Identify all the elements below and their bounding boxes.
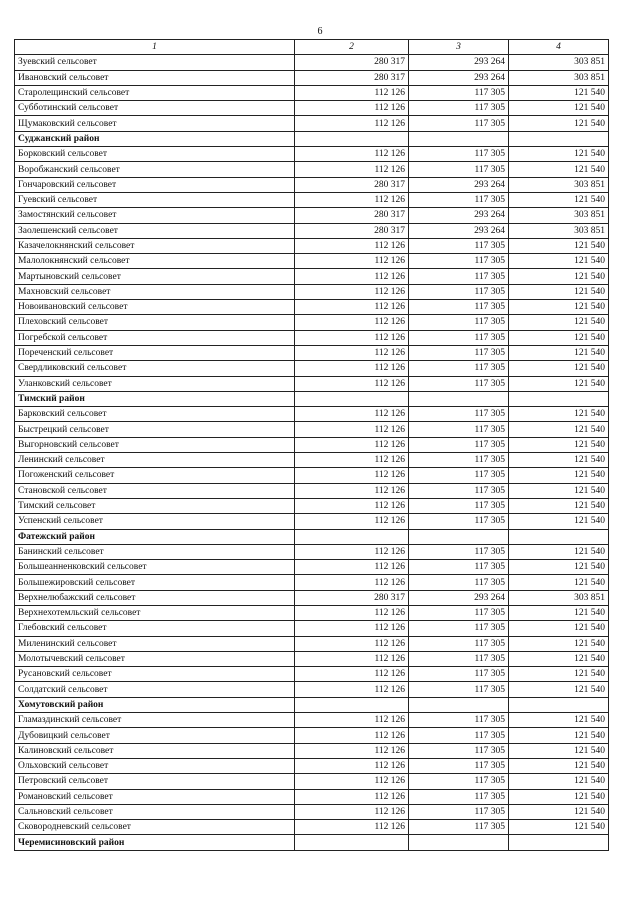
value-cell-3: 117 305 (409, 254, 509, 269)
table-row (15, 575, 609, 590)
name-cell: Воробжанский сельсовет (15, 162, 295, 177)
name-cell: Большежировский сельсовет (15, 575, 295, 590)
value-cell-3: 117 305 (409, 147, 509, 162)
value-cell-4 (509, 529, 609, 544)
value-cell-3 (409, 391, 509, 406)
name-cell: Дубовицкий сельсовет (15, 728, 295, 743)
value-cell-3: 117 305 (409, 820, 509, 835)
table-row (15, 437, 609, 452)
value-cell-4: 121 540 (509, 774, 609, 789)
value-cell-4: 121 540 (509, 514, 609, 529)
value-cell-3: 117 305 (409, 345, 509, 360)
value-cell-3: 117 305 (409, 636, 509, 651)
value-cell-2: 112 126 (295, 575, 409, 590)
value-cell-2: 112 126 (295, 192, 409, 207)
table-row (15, 147, 609, 162)
table-row (15, 116, 609, 131)
value-cell-4: 121 540 (509, 238, 609, 253)
value-cell-3: 117 305 (409, 468, 509, 483)
table-row (15, 774, 609, 789)
value-cell-3: 117 305 (409, 453, 509, 468)
name-cell: Уланковский сельсовет (15, 376, 295, 391)
table-row (15, 208, 609, 223)
page-number: 6 (317, 26, 323, 37)
value-cell-4: 121 540 (509, 636, 609, 651)
value-cell-3: 117 305 (409, 713, 509, 728)
value-cell-3: 117 305 (409, 621, 509, 636)
name-cell: Гламаздинский сельсовет (15, 713, 295, 728)
table-row (15, 468, 609, 483)
column-header-2: 2 (295, 40, 409, 55)
value-cell-3: 117 305 (409, 804, 509, 819)
value-cell-3 (409, 529, 509, 544)
value-cell-3 (409, 131, 509, 146)
table-row (15, 192, 609, 207)
table-row (15, 345, 609, 360)
name-cell: Тимский сельсовет (15, 498, 295, 513)
value-cell-2: 112 126 (295, 85, 409, 100)
value-cell-4: 121 540 (509, 162, 609, 177)
value-cell-4: 121 540 (509, 758, 609, 773)
table-row (15, 590, 609, 605)
table-row (15, 453, 609, 468)
name-cell: Русановский сельсовет (15, 667, 295, 682)
name-cell: Барковский сельсовет (15, 407, 295, 422)
name-cell: Выгорновский сельсовет (15, 437, 295, 452)
name-cell: Малолокнянский сельсовет (15, 254, 295, 269)
value-cell-2: 112 126 (295, 713, 409, 728)
value-cell-2: 112 126 (295, 147, 409, 162)
district-row (15, 835, 609, 850)
value-cell-4: 121 540 (509, 254, 609, 269)
name-cell: Молотычевский сельсовет (15, 651, 295, 666)
table-row (15, 713, 609, 728)
value-cell-2: 112 126 (295, 300, 409, 315)
value-cell-3: 117 305 (409, 743, 509, 758)
value-cell-2 (295, 835, 409, 850)
value-cell-4: 303 851 (509, 223, 609, 238)
value-cell-3: 117 305 (409, 101, 509, 116)
allocation-table (14, 39, 609, 851)
value-cell-2: 112 126 (295, 789, 409, 804)
name-cell: Ивановский сельсовет (15, 70, 295, 85)
value-cell-4 (509, 131, 609, 146)
table-row (15, 667, 609, 682)
table-row (15, 498, 609, 513)
name-cell: Пореченский сельсовет (15, 345, 295, 360)
name-cell: Хомутовский район (15, 697, 295, 712)
value-cell-4: 121 540 (509, 101, 609, 116)
value-cell-4: 121 540 (509, 407, 609, 422)
name-cell: Борковский сельсовет (15, 147, 295, 162)
value-cell-3: 117 305 (409, 284, 509, 299)
value-cell-3: 117 305 (409, 758, 509, 773)
value-cell-2: 112 126 (295, 361, 409, 376)
value-cell-3: 293 264 (409, 177, 509, 192)
value-cell-2: 112 126 (295, 116, 409, 131)
name-cell: Становской сельсовет (15, 483, 295, 498)
value-cell-2: 280 317 (295, 70, 409, 85)
name-cell: Погоженский сельсовет (15, 468, 295, 483)
value-cell-4: 121 540 (509, 315, 609, 330)
value-cell-4: 121 540 (509, 330, 609, 345)
value-cell-2: 280 317 (295, 55, 409, 70)
value-cell-2: 112 126 (295, 743, 409, 758)
name-cell: Гончаровский сельсовет (15, 177, 295, 192)
name-cell: Быстрецкий сельсовет (15, 422, 295, 437)
name-cell: Романовский сельсовет (15, 789, 295, 804)
value-cell-4: 121 540 (509, 728, 609, 743)
value-cell-2: 112 126 (295, 345, 409, 360)
table-row (15, 269, 609, 284)
value-cell-2: 112 126 (295, 238, 409, 253)
name-cell: Черемисиновский район (15, 835, 295, 850)
table-row (15, 162, 609, 177)
name-cell: Свердликовский сельсовет (15, 361, 295, 376)
value-cell-3 (409, 835, 509, 850)
value-cell-4: 121 540 (509, 437, 609, 452)
value-cell-2: 112 126 (295, 651, 409, 666)
name-cell: Махновский сельсовет (15, 284, 295, 299)
value-cell-3: 117 305 (409, 682, 509, 697)
value-cell-2: 280 317 (295, 590, 409, 605)
column-header-3: 3 (409, 40, 509, 55)
name-cell: Новоивановский сельсовет (15, 300, 295, 315)
name-cell: Сальновский сельсовет (15, 804, 295, 819)
value-cell-4 (509, 697, 609, 712)
district-row (15, 529, 609, 544)
name-cell: Мартыновский сельсовет (15, 269, 295, 284)
value-cell-4: 121 540 (509, 621, 609, 636)
value-cell-4: 121 540 (509, 300, 609, 315)
table-row (15, 743, 609, 758)
value-cell-2: 112 126 (295, 284, 409, 299)
value-cell-2: 112 126 (295, 728, 409, 743)
value-cell-3: 117 305 (409, 238, 509, 253)
value-cell-2: 112 126 (295, 453, 409, 468)
value-cell-3: 117 305 (409, 437, 509, 452)
name-cell: Ленинский сельсовет (15, 453, 295, 468)
district-row (15, 391, 609, 406)
value-cell-4: 121 540 (509, 361, 609, 376)
value-cell-3: 117 305 (409, 514, 509, 529)
value-cell-4: 121 540 (509, 682, 609, 697)
value-cell-4: 121 540 (509, 560, 609, 575)
table-row (15, 820, 609, 835)
value-cell-3: 293 264 (409, 70, 509, 85)
value-cell-3: 117 305 (409, 361, 509, 376)
name-cell: Погребской сельсовет (15, 330, 295, 345)
value-cell-2: 112 126 (295, 422, 409, 437)
table-row (15, 422, 609, 437)
table-row (15, 636, 609, 651)
value-cell-4: 121 540 (509, 192, 609, 207)
table-row (15, 284, 609, 299)
name-cell: Щумаковский сельсовет (15, 116, 295, 131)
value-cell-4: 121 540 (509, 269, 609, 284)
column-header-1: 1 (15, 40, 295, 55)
table-header-row (15, 40, 609, 55)
value-cell-3: 117 305 (409, 483, 509, 498)
name-cell: Старолещинский сельсовет (15, 85, 295, 100)
value-cell-3: 293 264 (409, 223, 509, 238)
value-cell-4: 121 540 (509, 789, 609, 804)
value-cell-2: 112 126 (295, 758, 409, 773)
name-cell: Суджанский район (15, 131, 295, 146)
table-row (15, 514, 609, 529)
table-row (15, 223, 609, 238)
table-row (15, 361, 609, 376)
value-cell-2: 280 317 (295, 208, 409, 223)
table-row (15, 55, 609, 70)
value-cell-2: 112 126 (295, 269, 409, 284)
value-cell-2: 280 317 (295, 177, 409, 192)
table-row (15, 483, 609, 498)
name-cell: Ольховский сельсовет (15, 758, 295, 773)
value-cell-3: 117 305 (409, 269, 509, 284)
value-cell-2: 112 126 (295, 544, 409, 559)
value-cell-4: 303 851 (509, 177, 609, 192)
value-cell-4: 121 540 (509, 116, 609, 131)
name-cell: Фатежский район (15, 529, 295, 544)
name-cell: Верхнехотемльский сельсовет (15, 605, 295, 620)
value-cell-3: 117 305 (409, 728, 509, 743)
value-cell-2: 112 126 (295, 330, 409, 345)
name-cell: Замостянский сельсовет (15, 208, 295, 223)
value-cell-2: 112 126 (295, 101, 409, 116)
value-cell-2: 112 126 (295, 667, 409, 682)
value-cell-2: 280 317 (295, 223, 409, 238)
table-row (15, 407, 609, 422)
table-row (15, 85, 609, 100)
value-cell-3: 117 305 (409, 667, 509, 682)
table-row (15, 238, 609, 253)
value-cell-3: 117 305 (409, 498, 509, 513)
value-cell-4: 121 540 (509, 498, 609, 513)
value-cell-2 (295, 131, 409, 146)
value-cell-2: 112 126 (295, 682, 409, 697)
name-cell: Субботинский сельсовет (15, 101, 295, 116)
value-cell-2: 112 126 (295, 498, 409, 513)
name-cell: Глебовский сельсовет (15, 621, 295, 636)
value-cell-2: 112 126 (295, 437, 409, 452)
value-cell-4: 121 540 (509, 651, 609, 666)
value-cell-3: 117 305 (409, 300, 509, 315)
value-cell-3: 293 264 (409, 590, 509, 605)
name-cell: Успенский сельсовет (15, 514, 295, 529)
table-row (15, 177, 609, 192)
value-cell-3: 117 305 (409, 330, 509, 345)
name-cell: Миленинский сельсовет (15, 636, 295, 651)
value-cell-3: 117 305 (409, 544, 509, 559)
value-cell-4: 121 540 (509, 483, 609, 498)
name-cell: Тимский район (15, 391, 295, 406)
value-cell-2: 112 126 (295, 514, 409, 529)
name-cell: Солдатский сельсовет (15, 682, 295, 697)
name-cell: Сковородневский сельсовет (15, 820, 295, 835)
table-row (15, 682, 609, 697)
value-cell-2: 112 126 (295, 162, 409, 177)
value-cell-3: 117 305 (409, 422, 509, 437)
value-cell-4: 121 540 (509, 713, 609, 728)
value-cell-2: 112 126 (295, 468, 409, 483)
value-cell-3: 117 305 (409, 575, 509, 590)
value-cell-2: 112 126 (295, 315, 409, 330)
value-cell-4: 121 540 (509, 575, 609, 590)
name-cell: Верхнелюбажский сельсовет (15, 590, 295, 605)
value-cell-4: 121 540 (509, 422, 609, 437)
value-cell-4: 121 540 (509, 453, 609, 468)
value-cell-2: 112 126 (295, 483, 409, 498)
table-row (15, 376, 609, 391)
table-row (15, 101, 609, 116)
value-cell-4: 121 540 (509, 284, 609, 299)
value-cell-3: 117 305 (409, 605, 509, 620)
table-row (15, 728, 609, 743)
value-cell-4: 121 540 (509, 345, 609, 360)
value-cell-3: 117 305 (409, 192, 509, 207)
value-cell-2: 112 126 (295, 254, 409, 269)
table-row (15, 651, 609, 666)
value-cell-2: 112 126 (295, 621, 409, 636)
value-cell-4: 303 851 (509, 55, 609, 70)
name-cell: Заолешенский сельсовет (15, 223, 295, 238)
value-cell-2: 112 126 (295, 636, 409, 651)
value-cell-2: 112 126 (295, 605, 409, 620)
value-cell-4: 121 540 (509, 605, 609, 620)
value-cell-4: 121 540 (509, 376, 609, 391)
value-cell-2: 112 126 (295, 820, 409, 835)
value-cell-2: 112 126 (295, 376, 409, 391)
value-cell-4: 121 540 (509, 468, 609, 483)
value-cell-3: 117 305 (409, 789, 509, 804)
value-cell-3 (409, 697, 509, 712)
table-row (15, 70, 609, 85)
table-row (15, 254, 609, 269)
table-row (15, 560, 609, 575)
value-cell-4: 121 540 (509, 544, 609, 559)
value-cell-4: 121 540 (509, 804, 609, 819)
value-cell-4: 121 540 (509, 743, 609, 758)
table-row (15, 804, 609, 819)
value-cell-3: 117 305 (409, 162, 509, 177)
value-cell-2 (295, 391, 409, 406)
value-cell-2 (295, 697, 409, 712)
value-cell-3: 117 305 (409, 85, 509, 100)
value-cell-2: 112 126 (295, 560, 409, 575)
value-cell-2 (295, 529, 409, 544)
value-cell-4: 303 851 (509, 590, 609, 605)
name-cell: Плеховский сельсовет (15, 315, 295, 330)
value-cell-4: 121 540 (509, 85, 609, 100)
value-cell-2: 112 126 (295, 407, 409, 422)
value-cell-4 (509, 391, 609, 406)
value-cell-3: 117 305 (409, 376, 509, 391)
name-cell: Зуевский сельсовет (15, 55, 295, 70)
value-cell-3: 293 264 (409, 55, 509, 70)
value-cell-2: 112 126 (295, 804, 409, 819)
value-cell-4: 303 851 (509, 208, 609, 223)
name-cell: Банинский сельсовет (15, 544, 295, 559)
district-row (15, 697, 609, 712)
table-row (15, 300, 609, 315)
table-row (15, 330, 609, 345)
column-header-4: 4 (509, 40, 609, 55)
value-cell-3: 117 305 (409, 116, 509, 131)
value-cell-2: 112 126 (295, 774, 409, 789)
value-cell-4: 121 540 (509, 147, 609, 162)
value-cell-4: 303 851 (509, 70, 609, 85)
name-cell: Большеанненковский сельсовет (15, 560, 295, 575)
name-cell: Гуевский сельсовет (15, 192, 295, 207)
table-row (15, 758, 609, 773)
value-cell-3: 117 305 (409, 560, 509, 575)
name-cell: Казачелокнянский сельсовет (15, 238, 295, 253)
value-cell-3: 117 305 (409, 407, 509, 422)
value-cell-4: 121 540 (509, 667, 609, 682)
table-row (15, 544, 609, 559)
table-row (15, 605, 609, 620)
value-cell-4: 121 540 (509, 820, 609, 835)
name-cell: Петровский сельсовет (15, 774, 295, 789)
value-cell-4 (509, 835, 609, 850)
value-cell-3: 117 305 (409, 774, 509, 789)
district-row (15, 131, 609, 146)
value-cell-3: 117 305 (409, 315, 509, 330)
name-cell: Калиновский сельсовет (15, 743, 295, 758)
table-row (15, 621, 609, 636)
value-cell-3: 293 264 (409, 208, 509, 223)
value-cell-3: 117 305 (409, 651, 509, 666)
table-row (15, 315, 609, 330)
table-row (15, 789, 609, 804)
